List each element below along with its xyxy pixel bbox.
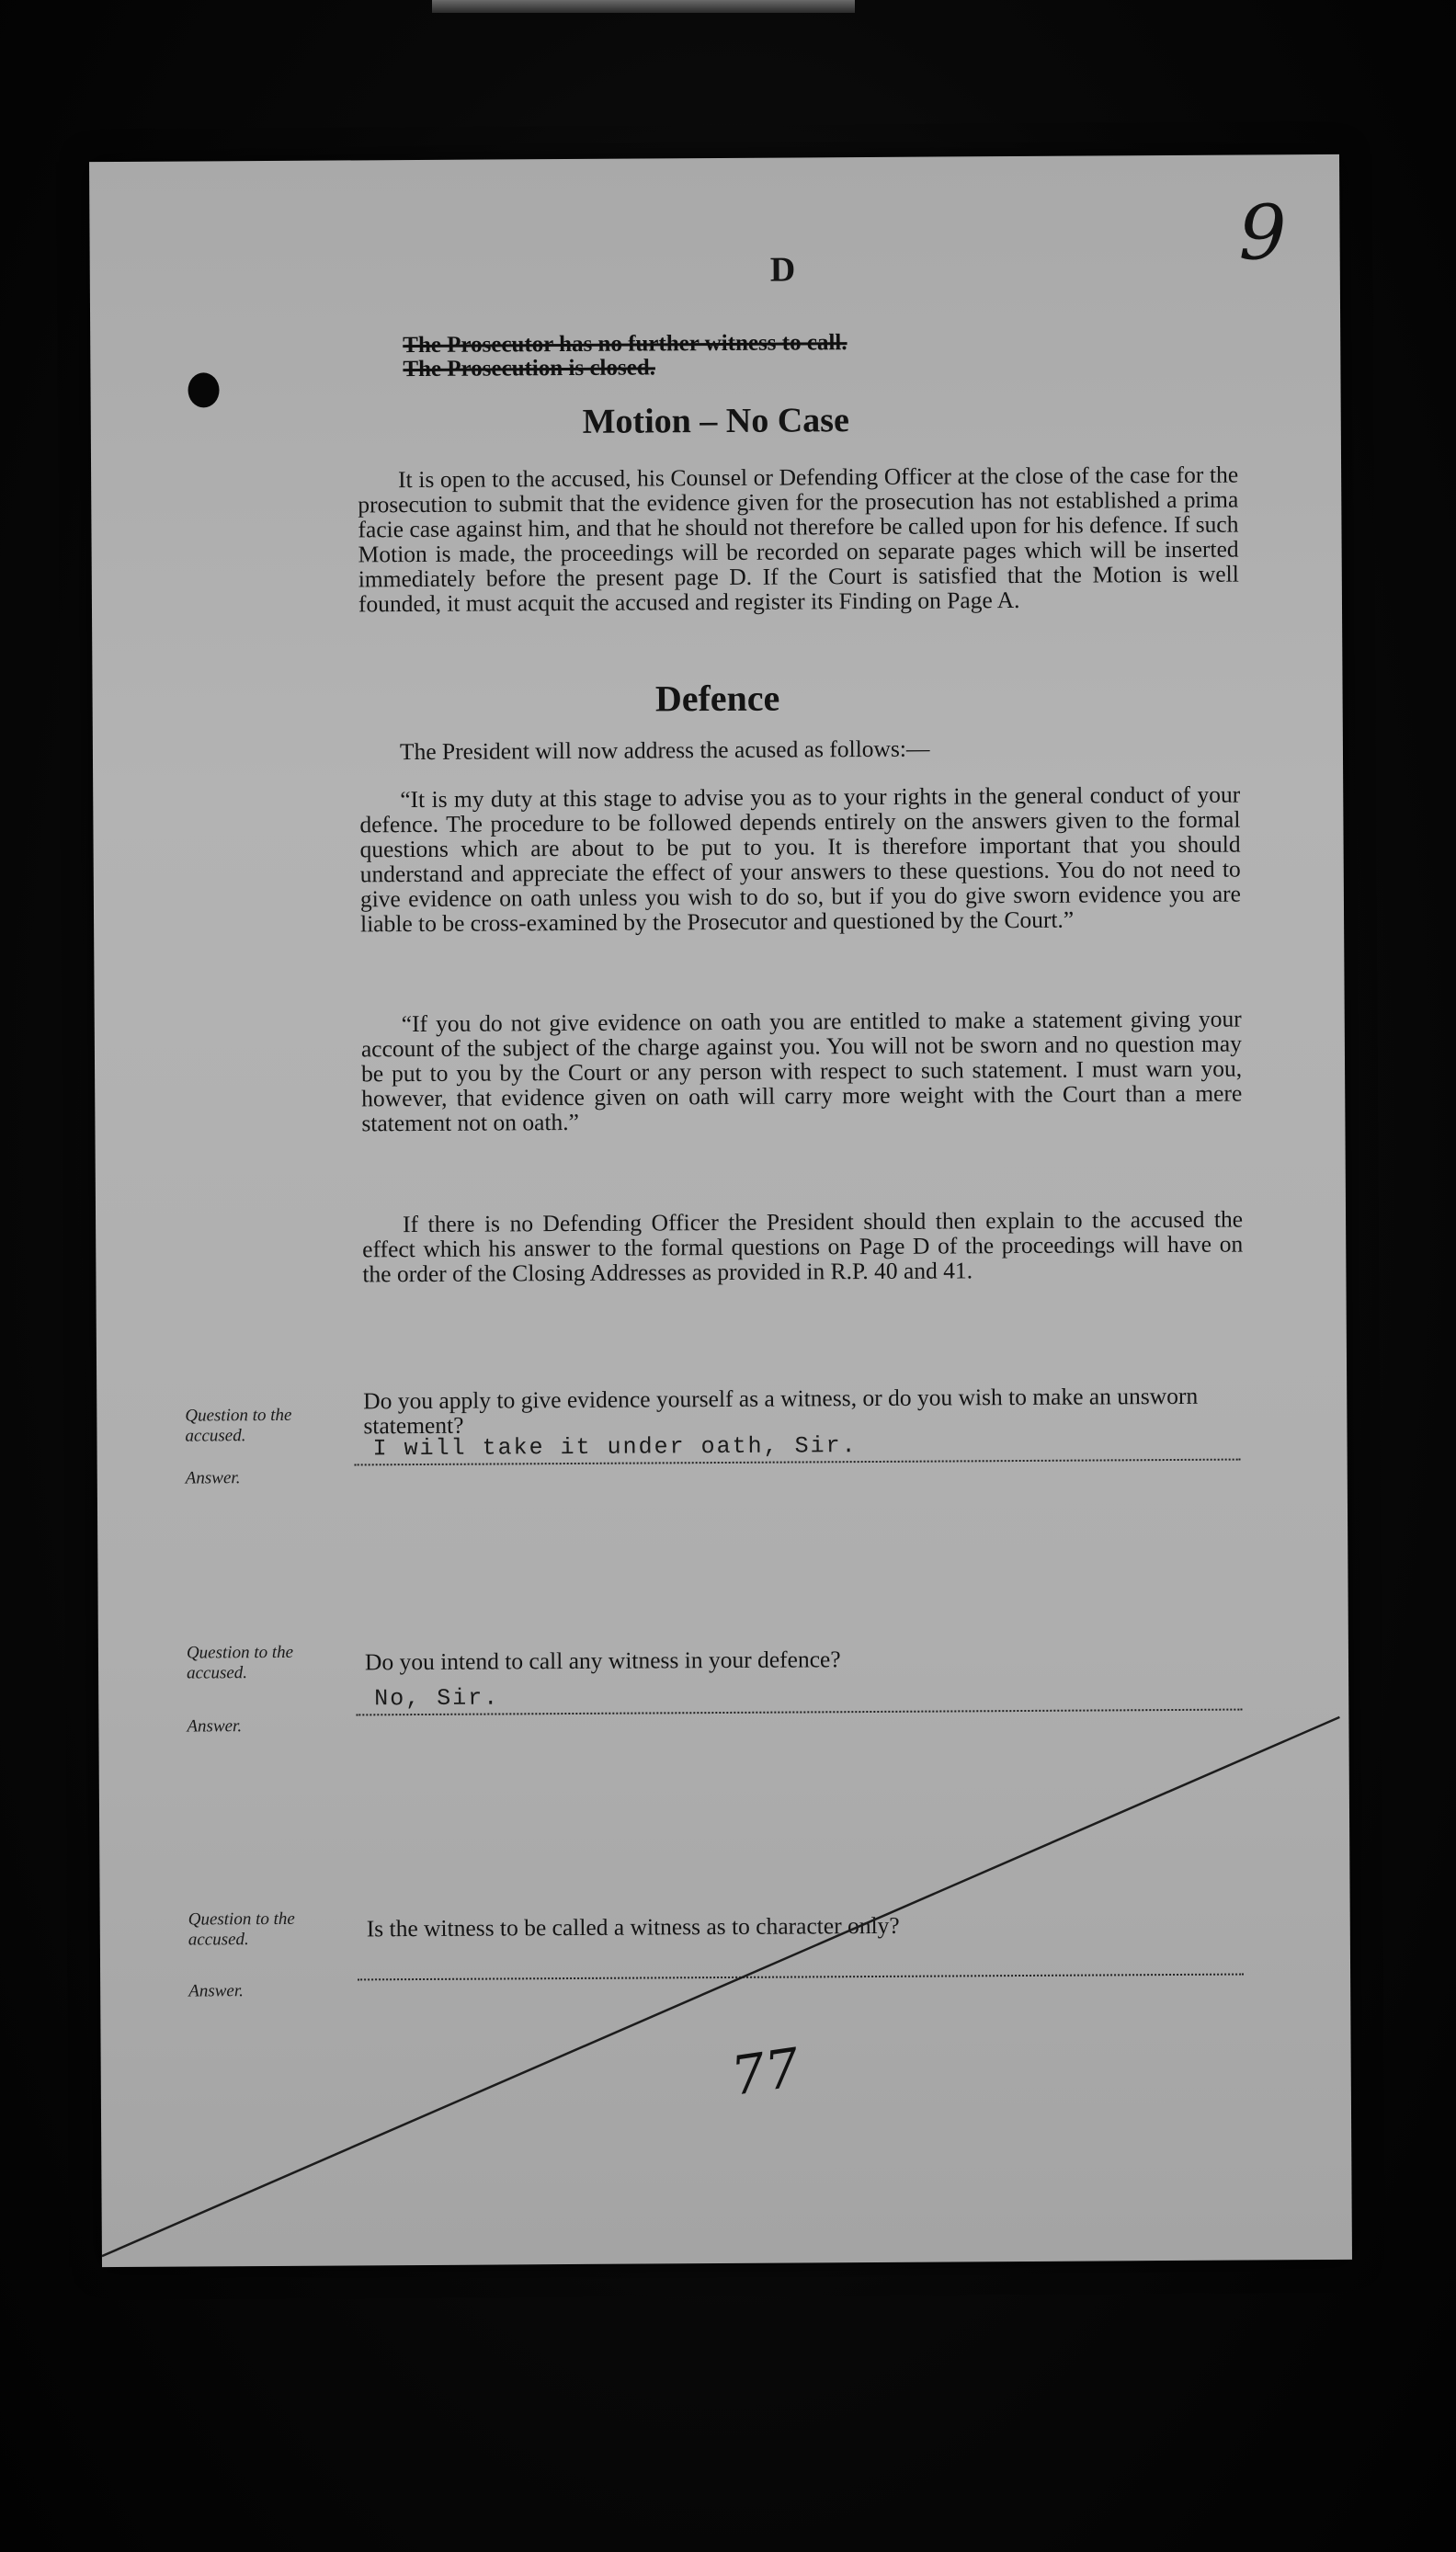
struck-line-1: The Prosecutor has no further witness to call. bbox=[403, 330, 847, 359]
defence-heading: Defence bbox=[654, 677, 780, 720]
answer-2-label: Answer. bbox=[187, 1716, 243, 1737]
answer-1-label: Answer. bbox=[185, 1468, 241, 1488]
defence-quote-2: “If you do not give evidence on oath you are entitled to make a statement giving your account of the subject of the charge against you. You will not be sworn and no question may be put to you by the Court or any person with respect to such statement. I must warn you, however, that evidence given on oath will carry more weight with the Court than a mere statement not on oath.” bbox=[360, 1005, 1243, 1137]
page-number: 9 bbox=[1238, 189, 1287, 278]
question-1-text: Do you apply to give evidence yourself as a witness, or do you wish to make an unsworn statement? bbox=[363, 1382, 1199, 1440]
motion-text: It is open to the accused, his Counsel or Defending Officer at the close of the case for the prosecution to submit that the evidence given for the prosecution has not established a prima facie case against him, and that he should not therefore be called upon for his defence. If such Motion is made, the proceedings will be recorded on separate pages which will be inserted immediately before the present page D. If the Court is satisfied that the Motion is well founded, it must acquit the accused and register its Finding on Page A. bbox=[358, 461, 1239, 618]
motion-heading: Motion – No Case bbox=[582, 401, 850, 441]
question-3-label: Question to the accused. bbox=[188, 1908, 295, 1950]
document-page bbox=[89, 154, 1352, 2267]
scan-top-edge bbox=[432, 0, 855, 13]
question-1-label: Question to the accused. bbox=[185, 1405, 292, 1446]
handwritten-mark: 77 bbox=[727, 2035, 804, 2108]
question-2-text: Do you intend to call any witness in your defence? bbox=[364, 1646, 841, 1676]
cancellation-diagonal bbox=[89, 154, 1352, 2267]
answer-3-label: Answer. bbox=[188, 1981, 244, 2001]
question-3-text: Is the witness to be called a witness as to character only? bbox=[366, 1911, 900, 1942]
defence-note: If there is no Defending Officer the President should then explain to the accused the effect which his answer to the formal questions on Page D of the proceedings will have on the order of the Closing Addresses as provided in R.P. 40 and 41. bbox=[362, 1205, 1244, 1288]
answer-2-text: No, Sir. bbox=[374, 1684, 500, 1713]
question-2-label: Question to the accused. bbox=[186, 1642, 294, 1683]
defence-quote-1: “It is my duty at this stage to advise you as to your rights in the general conduct of your defence. The procedure to be followed depends entirely on the answers given to the formal questions which are about to be put to you. It is therefore important that you should understand and appreciate the effect of your answers to these questions. You do not need to give evidence on oath unless you wish to do so, but if you do give sworn evidence you are liable to be cross-examined by the Prosecutor and questioned by the Court.” bbox=[359, 780, 1241, 938]
page-letter: D bbox=[769, 250, 796, 290]
struck-line-2: The Prosecution is closed. bbox=[403, 355, 656, 382]
defence-intro: The President will now address the acused as follows:— bbox=[399, 735, 930, 766]
answer-1-text: I will take it under oath, Sir. bbox=[372, 1432, 858, 1463]
